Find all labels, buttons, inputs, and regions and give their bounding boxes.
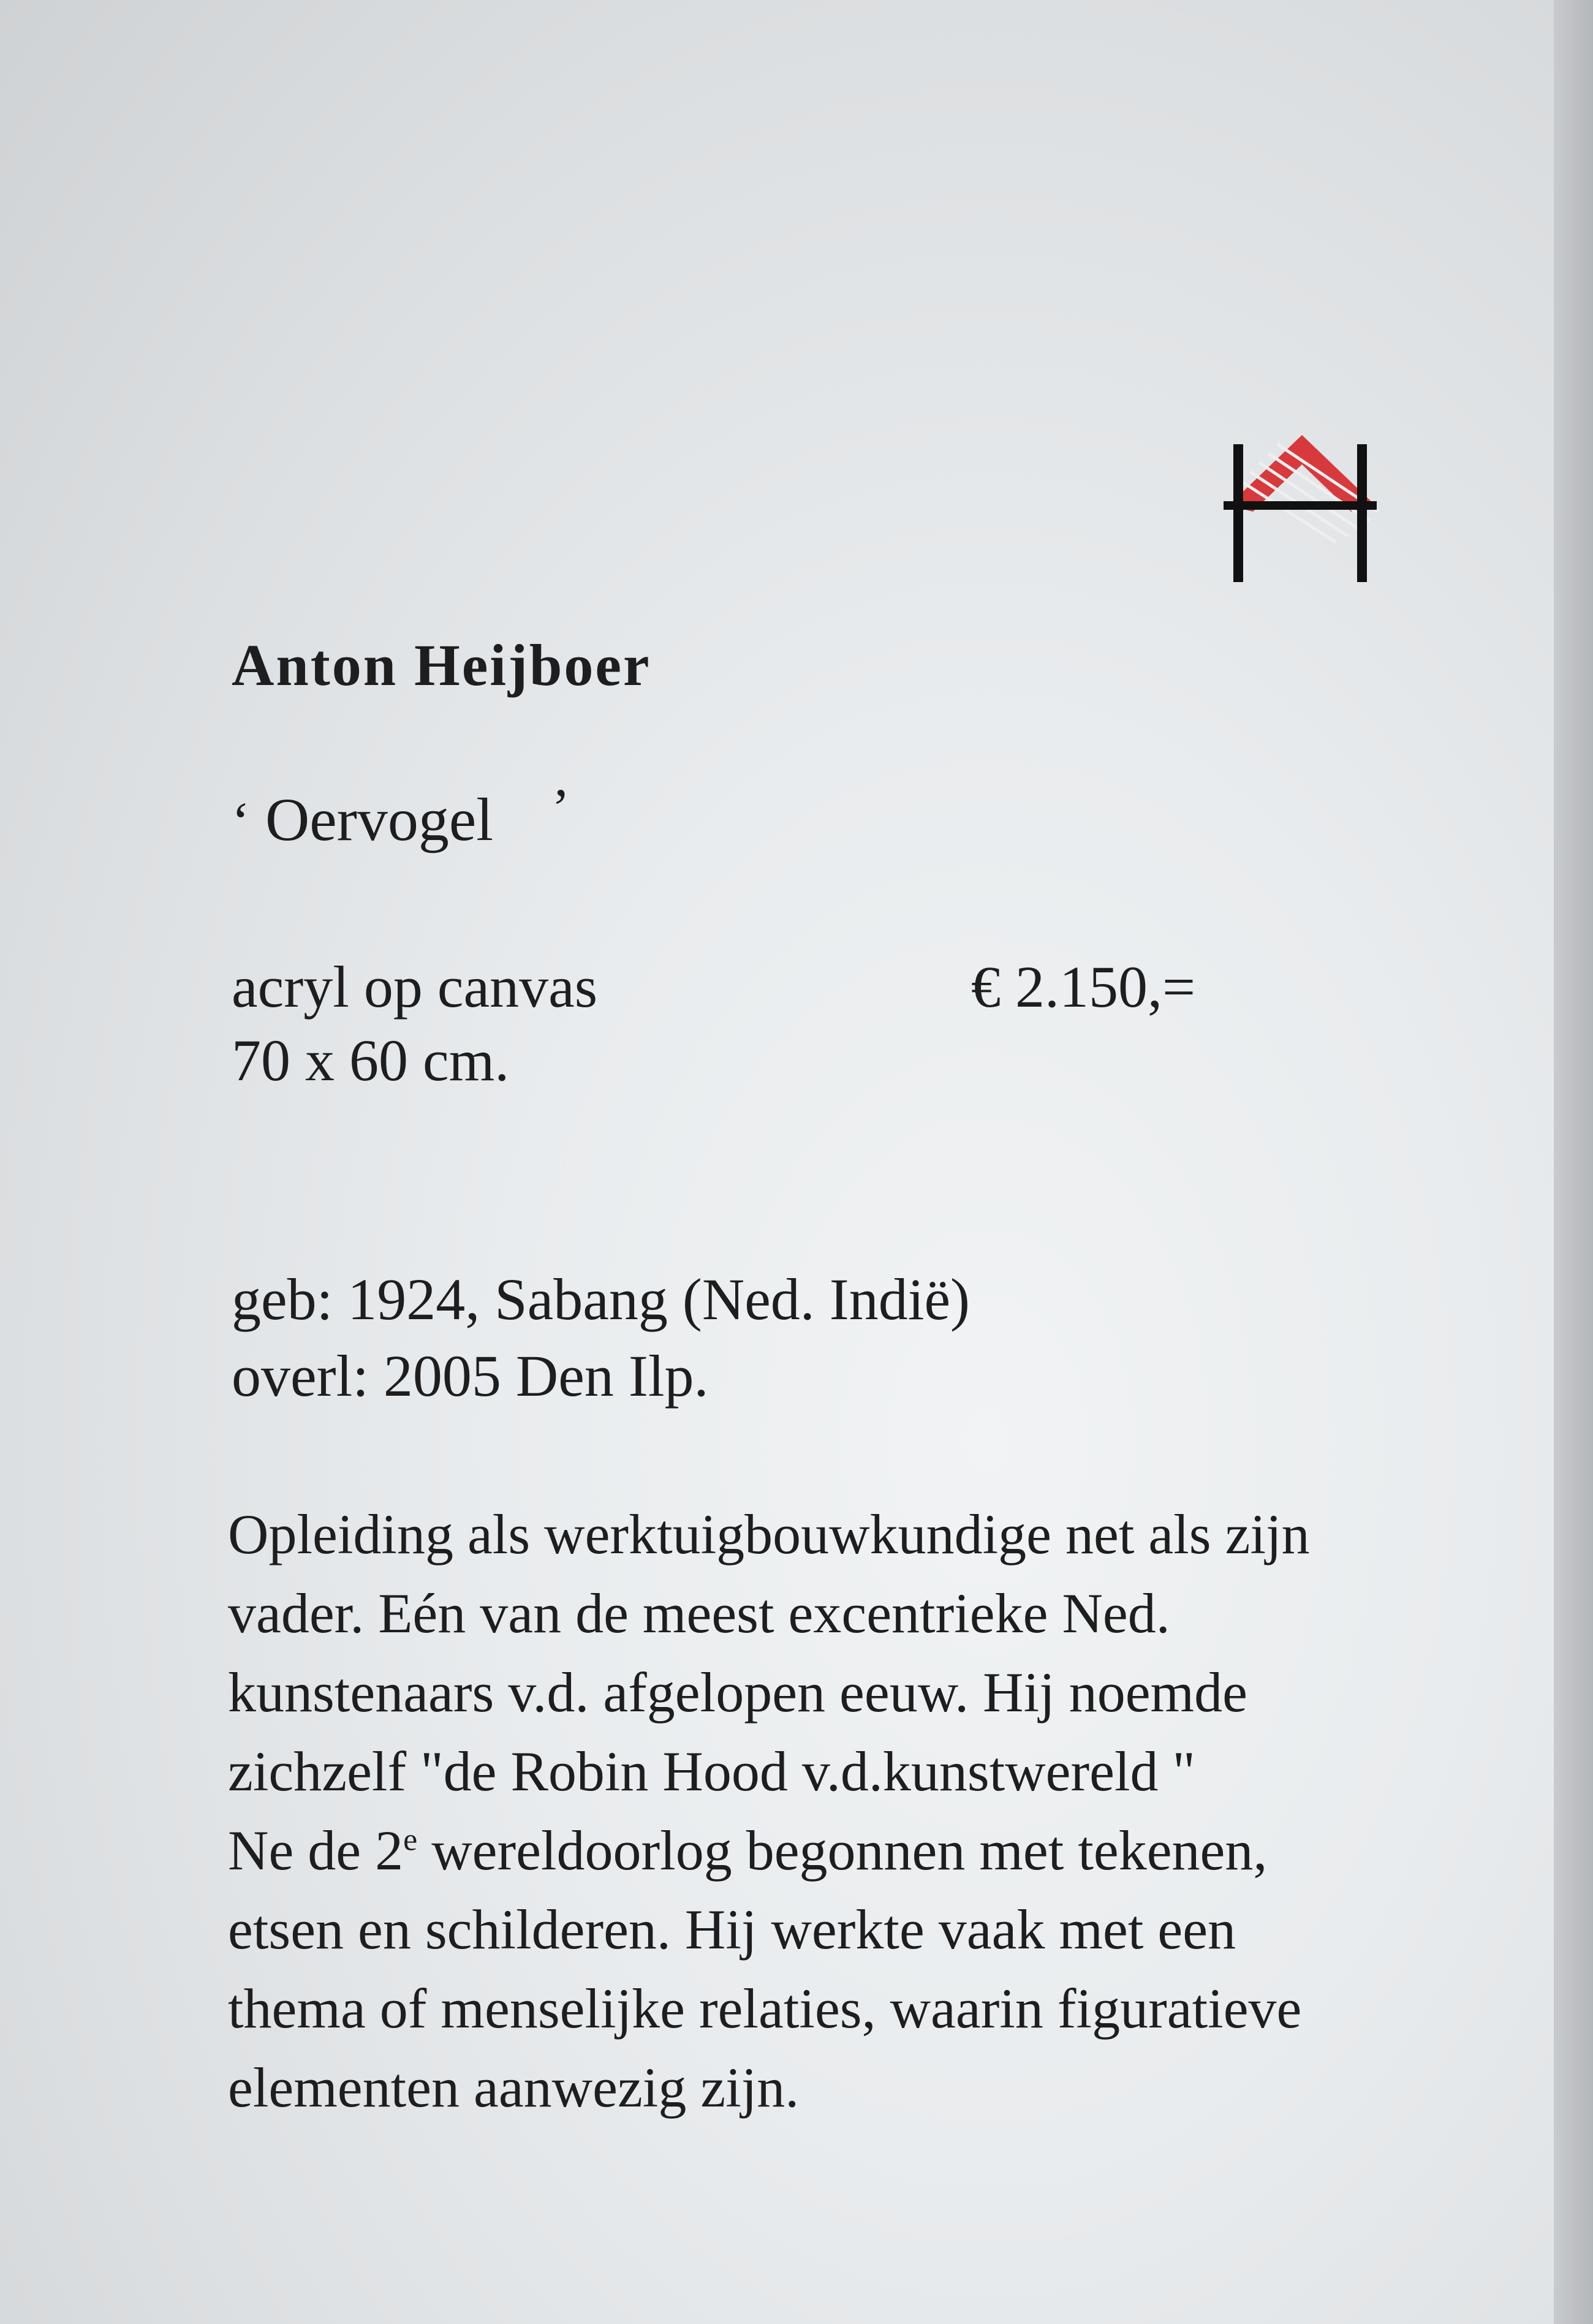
birth-info: geb: 1924, Sabang (Ned. Indië) — [232, 1266, 971, 1332]
bio-line: zichzelf "de Robin Hood v.d.kunstwereld " — [228, 1740, 1196, 1803]
title-quote-open: ‘ — [232, 792, 250, 852]
gallery-logo-icon — [1210, 429, 1394, 588]
bio-line-rest: wereldoorlog begonnen met tekenen, — [431, 1819, 1268, 1882]
title-quote-close: ’ — [551, 778, 570, 839]
bio-line: thema of menselijke relaties, waarin figuratieve — [228, 1977, 1302, 2040]
card-edge-shadow — [1554, 0, 1593, 2324]
bio-line: Opleiding als werktuigbouwkundige net als zijn — [228, 1503, 1310, 1565]
bio-line: kunstenaars v.d. afgelopen eeuw. Hij noemde — [228, 1661, 1247, 1724]
death-info: overl: 2005 Den Ilp. — [232, 1343, 709, 1409]
bio-line — [228, 1811, 1551, 1890]
artwork-title-text: Oervogel — [265, 785, 494, 854]
artwork-dimensions: 70 x 60 cm. — [232, 1028, 510, 1093]
artwork-price: € 2.150,= — [971, 954, 1196, 1020]
bio-line: elementen aanwezig zijn. — [228, 2056, 800, 2119]
artist-name: Anton Heijboer — [232, 632, 651, 698]
biography-text — [228, 1495, 1551, 2127]
artwork-title — [232, 778, 570, 855]
bio-line: etsen en schilderen. Hij werkte vaak met een — [228, 1898, 1236, 1961]
bio-line-superscript: e — [403, 1822, 418, 1858]
artwork-medium: acryl op canvas — [232, 954, 598, 1020]
bio-line: vader. Eén van de meest excentrieke Ned. — [228, 1582, 1170, 1645]
bio-line-prefix: Ne de 2 — [228, 1819, 404, 1882]
